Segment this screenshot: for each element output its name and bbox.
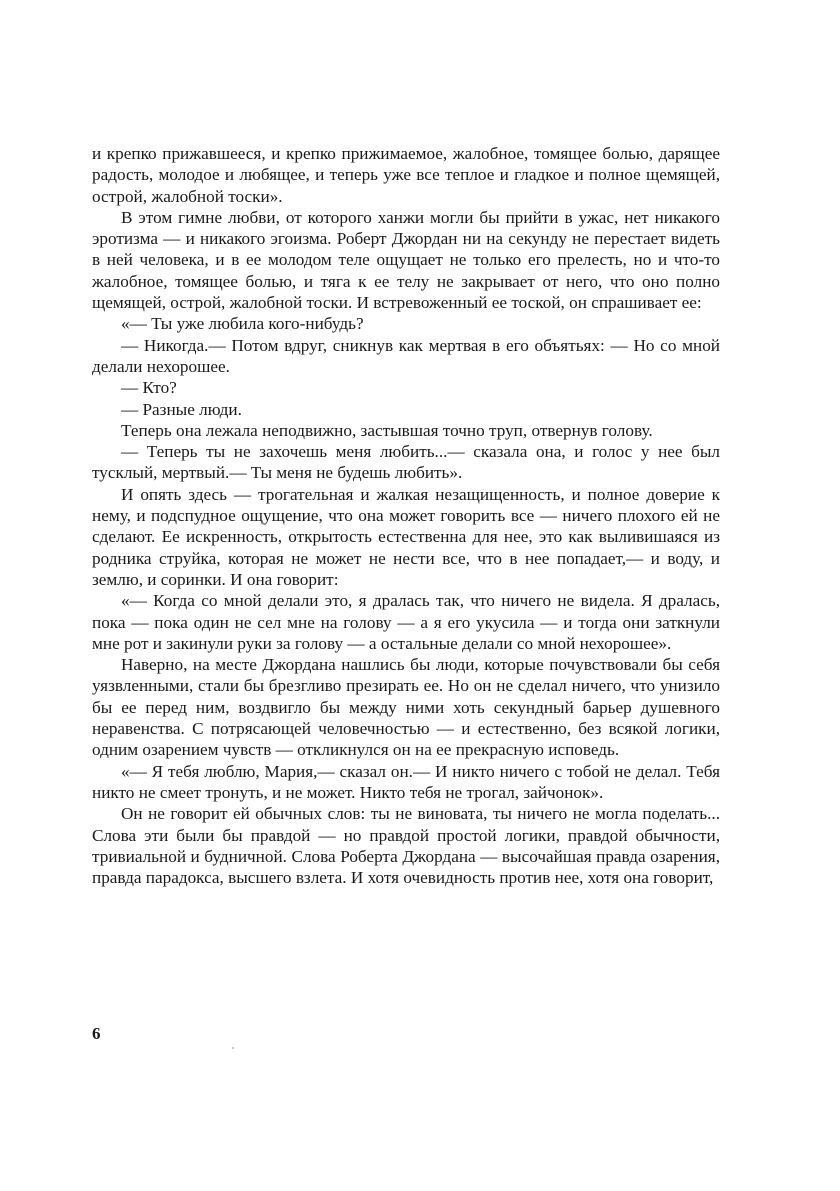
- dialogue-line: «— Когда со мной делали это, я дралась так, что ничего не видела. Я дралась, пока — пока один не сел мне на голову — а я его укусила — и тогда они заткнули мне рот и закинули руки за голову — а остальные делали со мной нехорошее».: [92, 591, 720, 653]
- dialogue-line: — Теперь ты не захочешь меня любить...— сказала она, и голос у нее был тусклый, мертвый.— Ты меня не будешь любить».: [92, 442, 720, 483]
- scan-speck: [232, 1047, 234, 1049]
- page-number: 6: [92, 1024, 101, 1043]
- paragraph: В этом гимне любви, от которого ханжи могли бы прийти в ужас, нет никакого эротизма — и никакого эгоизма. Роберт Джордан ни на секунду не перестает видеть в ней человека, и в ее молодом теле ощущает не только его прелесть, но и что-то жалобное, томящее болью, и тяга к ее телу не закрывает от него, что оно полно щемящей, острой, жалобной тоски. И встревоженный ее тоской, он спрашивает ее:: [92, 207, 720, 313]
- body-text: [92, 143, 720, 888]
- paragraph: Наверно, на месте Джордана нашлись бы люди, которые почувствовали бы себя уязвленными, стали бы брезгливо презирать ее. Но он не сделал ничего, что унизило бы ее перед ним, воздвигло бы между ними хоть секундный барьер душевного неравенства. С потрясающей человечностью — и естественно, без всякой логики, одним озарением чувств — откликнулся он на ее прекрасную исповедь.: [92, 655, 720, 760]
- dialogue-line: — Кто?: [121, 378, 177, 398]
- dialogue-line: «— Ты уже любила кого-нибудь?: [121, 314, 364, 334]
- dialogue-line: «— Я тебя люблю, Мария,— сказал он.— И никто ничего с тобой не делал. Тебя никто не смеет тронуть, и не может. Никто тебя не трогал, зайчонок».: [92, 761, 720, 802]
- paragraph-continuation: и крепко прижавшееся, и крепко прижимаемое, жалобное, томящее болью, дарящее радость, молодое и любящее, и теперь уже все теплое и гладкое и полное щемящей, острой, жалобной тоски».: [92, 144, 720, 206]
- dialogue-line: — Никогда.— Потом вдруг, сникнув как мертвая в его объятьях: — Но со мной делали нехорошее.: [92, 335, 720, 376]
- paragraph: И опять здесь — трогательная и жалкая незащищенность, и полное доверие к нему, и подспудное ощущение, что она может говорить все — ничего плохого ей не сделают. Ее искренность, открытость естественна для нее, это как выливишаяся из родника струйка, которая не может не нести все, что в нее попадает,— и воду, и землю, и соринки. И она говорит:: [92, 484, 720, 589]
- paragraph: Он не говорит ей обычных слов: ты не виновата, ты ничего не могла поделать... Слова эти были бы правдой — но правдой простой логики, правдой обычности, тривиальной и будничной. Слова Роберта Джордана — высочайшая правда озарения, правда парадокса, высшего взлета. И хотя очевидность против нее, хотя она говорит,: [92, 804, 720, 888]
- dialogue-line: — Разные люди.: [121, 399, 242, 419]
- paragraph: Теперь она лежала неподвижно, застывшая точно труп, отвернув голову.: [121, 420, 653, 440]
